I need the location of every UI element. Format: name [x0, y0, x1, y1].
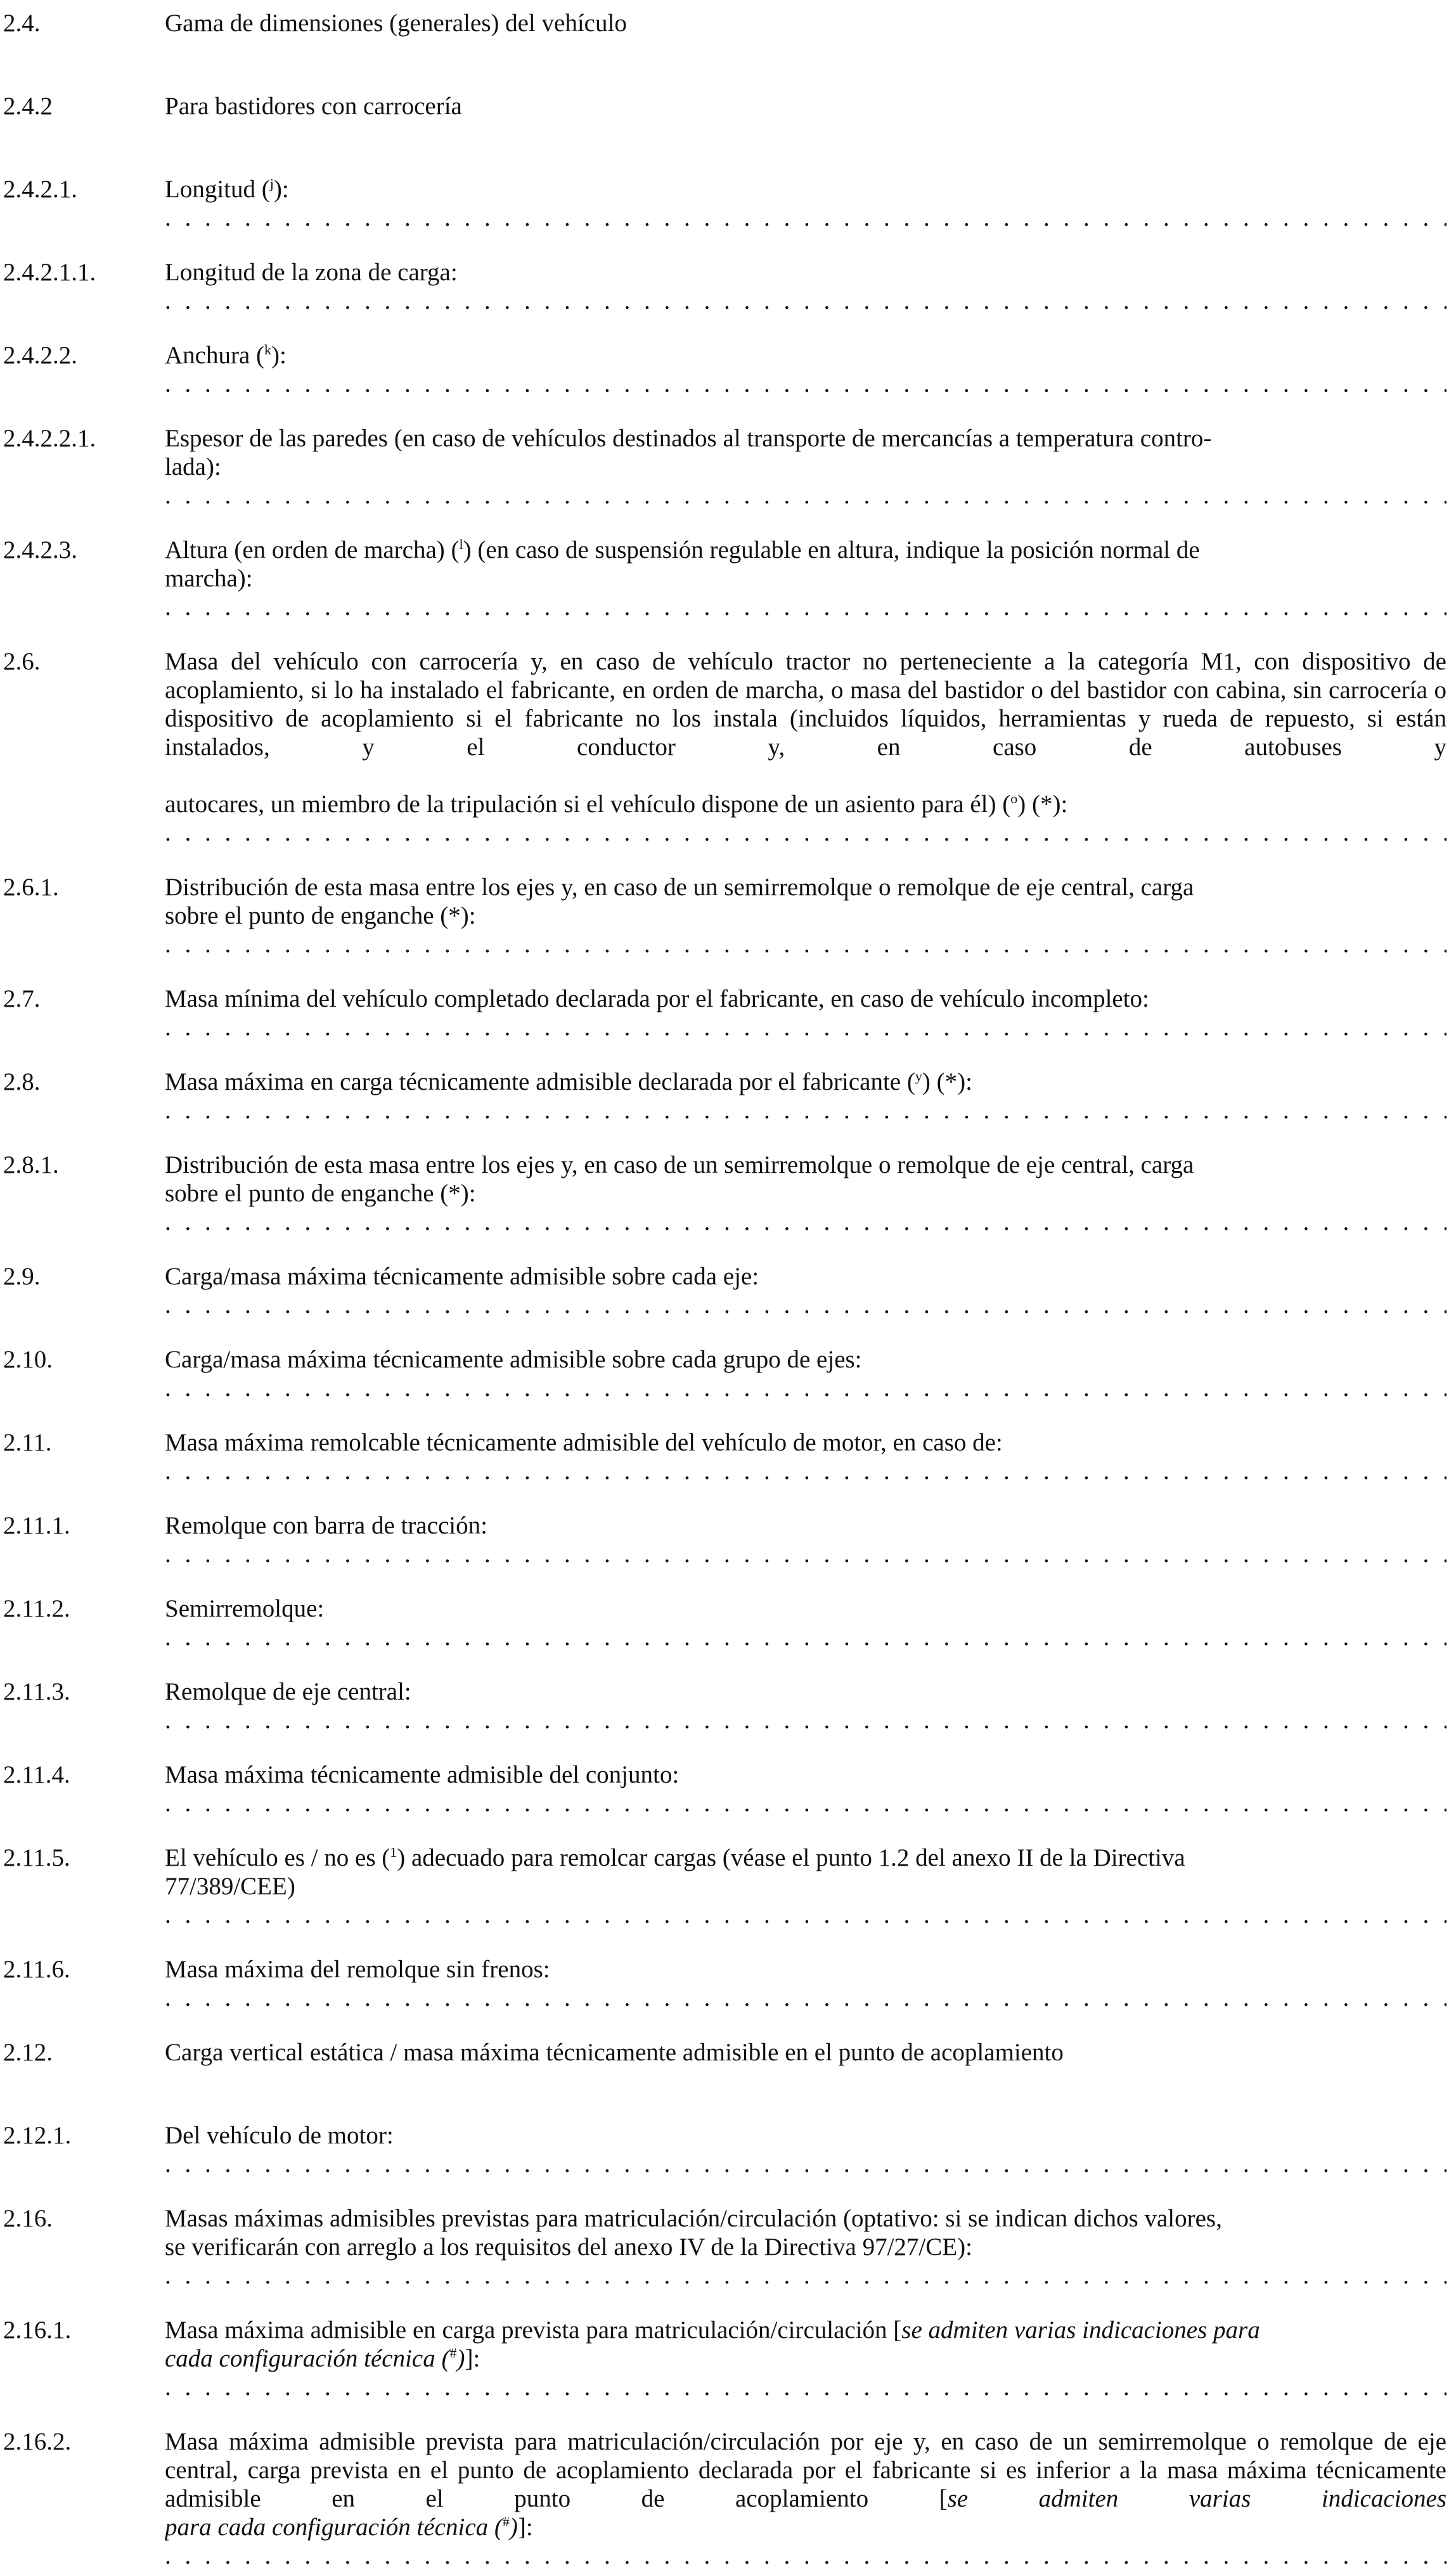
item-text-line1: Altura (en orden de marcha) ($^l$) (en caso de suspensión regulable en altura, indique la posición normal de [165, 536, 1200, 564]
item-text: Carga/masa máxima técnicamente admisible sobre cada eje: . . . [165, 1262, 1446, 1319]
item-number: 2.4.2.2.1. [3, 425, 96, 452]
item-text-line1: Espesor de las paredes (en caso de vehículos destinados al transporte de mercancías a temperatura contro- [165, 425, 1212, 452]
item-number: 2.6. [3, 648, 41, 675]
item-text: Del vehículo de motor: . . . [165, 2121, 1446, 2178]
item-text-line1: Distribución de esta masa entre los ejes y, en caso de un semirremolque o remolque de eje central, carga [165, 874, 1194, 901]
item-number: 2.11.3. [3, 1678, 70, 1705]
item-number: 2.4. [3, 10, 41, 37]
item-number: 2.16.1. [3, 2316, 72, 2344]
item-number: 2.4.2.1.1. [3, 259, 96, 286]
footnote-ref: j [269, 176, 274, 191]
item-text-line2: lada): . . . [165, 453, 1446, 510]
item-text-line1: Masas máximas admisibles previstas para matriculación/circulación (optativo: si se indican dichos valores, [165, 2205, 1222, 2232]
footnote-ref: # [502, 2514, 510, 2529]
item-number: 2.4.2.1. [3, 176, 77, 203]
item-text: Para bastidores con carrocería [165, 93, 462, 120]
footnote-ref: l [459, 536, 463, 552]
item-number: 2.16.2. [3, 2428, 72, 2455]
item-number: 2.9. [3, 1263, 41, 1290]
item-number: 2.4.2 [3, 93, 53, 120]
item-text: Masa mínima del vehículo completado declarada por el fabricante, en caso de vehículo incompleto: . . . [165, 985, 1446, 1042]
footnote-ref: o [1010, 791, 1018, 806]
item-number: 2.4.2.3. [3, 536, 77, 564]
footnote-ref: 1 [390, 1844, 397, 1860]
item-text: Longitud de la zona de carga: . . . [165, 258, 1446, 315]
footnote-ref: k [264, 342, 272, 358]
item-number: 2.11.4. [3, 1761, 70, 1788]
item-number: 2.11. [3, 1429, 52, 1456]
item-number: 2.11.1. [3, 1512, 70, 1539]
item-text-line2: 77/389/CEE) . . . [165, 1872, 1446, 1929]
item-text: Masa máxima del remolque sin frenos: . . . [165, 1955, 1446, 2012]
item-number: 2.11.2. [3, 1595, 70, 1622]
item-text: Remolque con barra de tracción: . . . [165, 1511, 1446, 1568]
item-number: 2.10. [3, 1346, 53, 1373]
item-number: 2.12.1. [3, 2122, 72, 2149]
item-text-line1: Masa máxima admisible en carga prevista para matriculación/circulación [se admiten varias indicaciones para [165, 2316, 1260, 2344]
footnote-ref: y [915, 1068, 922, 1084]
item-number: 2.8. [3, 1068, 41, 1095]
item-text-last-line: autocares, un miembro de la tripulación si el vehículo dispone de un asiento para él) ($^o$) (*): . . . [165, 790, 1446, 847]
item-text-line1: Distribución de esta masa entre los ejes y, en caso de un semirremolque o remolque de eje central, carga [165, 1151, 1194, 1178]
item-text: Masa máxima técnicamente admisible del conjunto: . . . [165, 1760, 1446, 1818]
item-text: Anchura ($^k$): . . . [165, 341, 1446, 398]
item-text-line1: El vehículo es / no es ($^1$) adecuado para remolcar cargas (véase el punto 1.2 del anexo II de la Directiva [165, 1844, 1185, 1871]
footnote-ref: # [449, 2345, 457, 2361]
item-text: Gama de dimensiones (generales) del vehículo [165, 10, 627, 37]
item-number: 2.8.1. [3, 1151, 59, 1178]
item-text: Carga/masa máxima técnicamente admisible sobre cada grupo de ejes: . . . [165, 1345, 1446, 1402]
item-number: 2.6.1. [3, 874, 59, 901]
item-number: 2.12. [3, 2039, 53, 2066]
item-text: Masa máxima remolcable técnicamente admisible del vehículo de motor, en caso de: . . . [165, 1428, 1446, 1485]
item-number: 2.4.2.2. [3, 342, 77, 369]
item-text: Masa del vehículo con carrocería y, en caso de vehículo tractor no perteneciente a la categoría M1, con dispositivo de acoplamiento, si lo ha instalado el fabricante, en orden de marcha, o masa del bastidor o del bastidor con cabina, sin carrocería o dispositivo de acoplamiento si el fabricante no los instala (incluidos líquidos, herramientas y rueda de repuesto, si están instalados, y el conductor y, en caso de autobuses y [165, 648, 1453, 761]
item-text: Remolque de eje central: . . . [165, 1677, 1446, 1734]
item-text: Longitud ($^j$): . . . [165, 175, 1446, 232]
item-number: 2.11.6. [3, 1956, 70, 1983]
item-text: Masa máxima admisible prevista para matriculación/circulación por eje y, en caso de un semirremolque o remolque de eje central, carga prevista en el punto de acoplamiento declarada por el fabricante si es inferior a la masa máxima técnicamente admisible en el punto de acoplamiento [se admiten varias indicaciones [165, 2428, 1453, 2512]
item-text-line2: se verificarán con arreglo a los requisitos del anexo IV de la Directiva 97/27/CE): . . . [165, 2233, 1446, 2290]
item-number: 2.11.5. [3, 1844, 70, 1871]
item-text-line2: marcha): . . . [165, 564, 1446, 621]
item-number: 2.7. [3, 985, 41, 1012]
item-text: Masa máxima en carga técnicamente admisible declarada por el fabricante ($^y$) (*): . . . [165, 1068, 1446, 1125]
item-text-last-line: para cada configuración técnica (#)]: . . . [165, 2513, 1446, 2570]
item-number: 2.16. [3, 2205, 53, 2232]
item-text-line2: cada configuración técnica (#)]: . . . [165, 2344, 1446, 2401]
item-text-line2: sobre el punto de enganche (*): . . . [165, 901, 1446, 959]
item-text-line2: sobre el punto de enganche (*): . . . [165, 1179, 1446, 1236]
item-text: Carga vertical estática / masa máxima técnicamente admisible en el punto de acoplamiento [165, 2039, 1064, 2066]
item-text: Semirremolque: . . . [165, 1594, 1446, 1651]
